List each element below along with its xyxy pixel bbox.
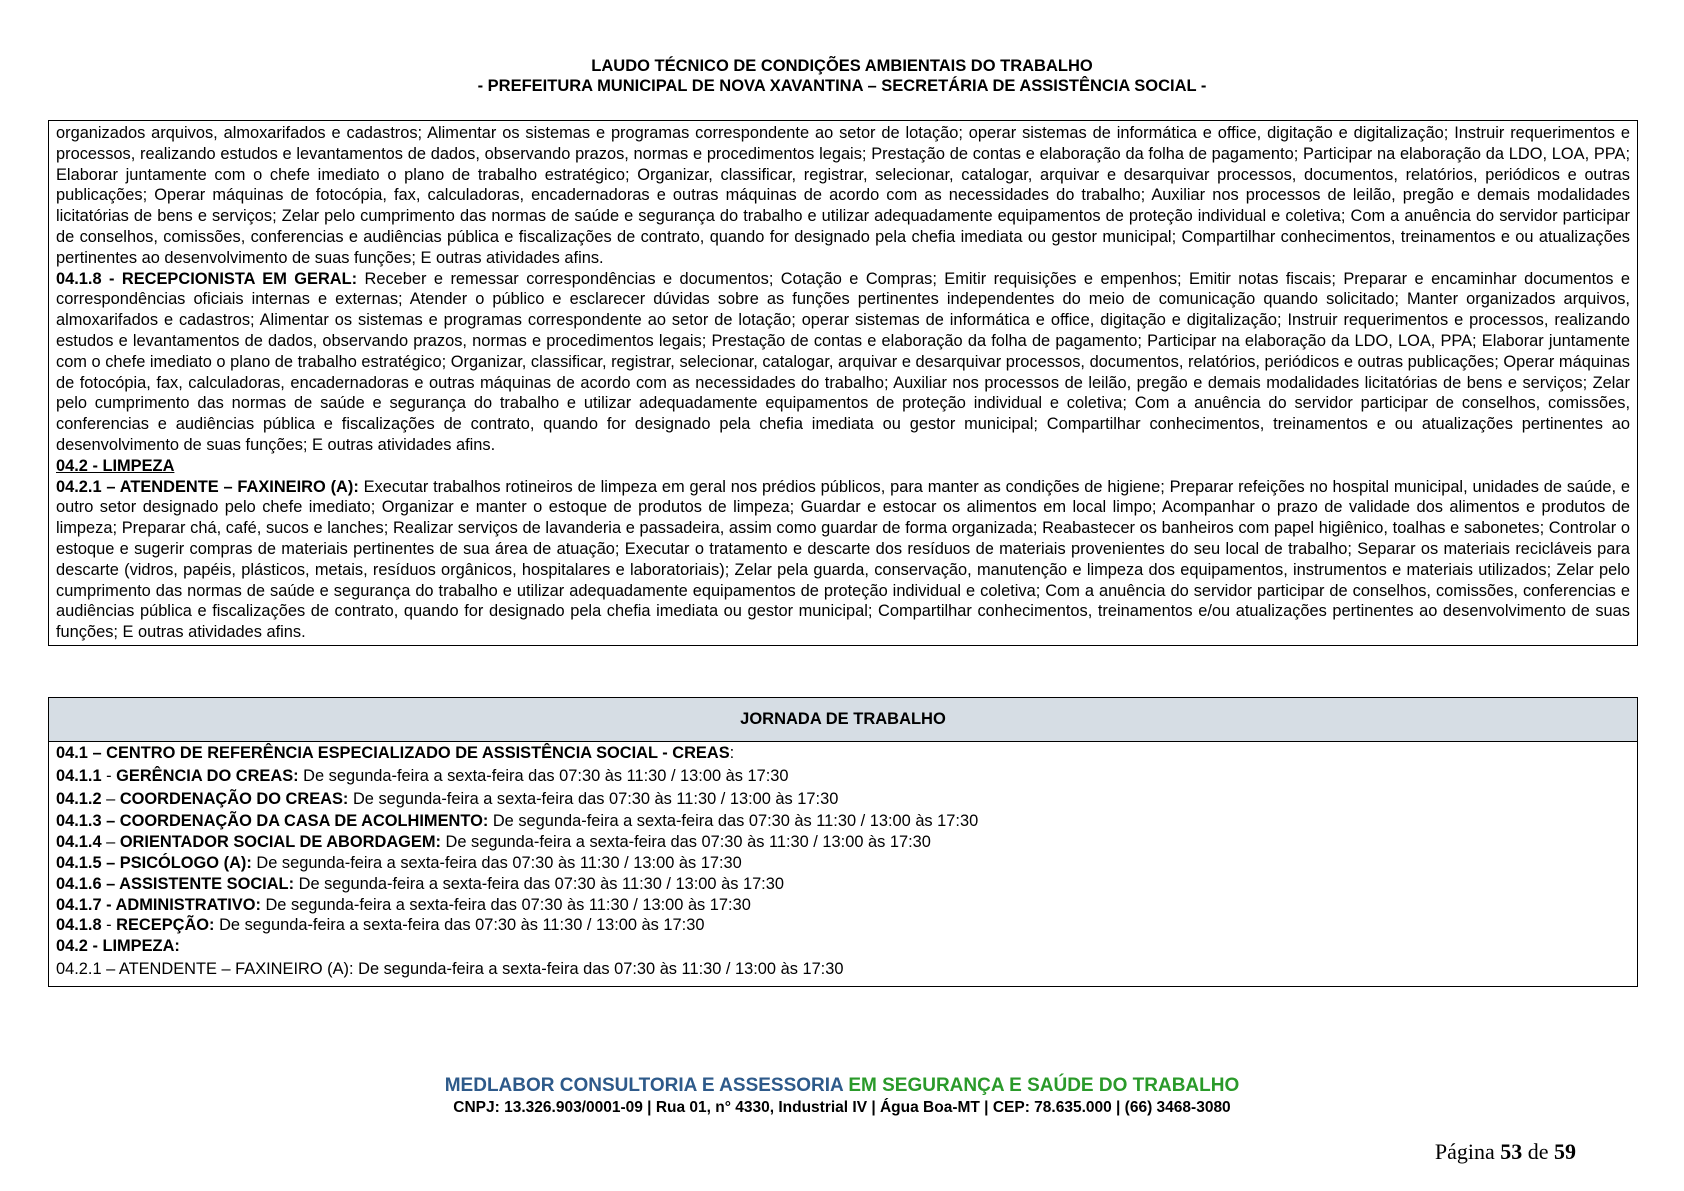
jornada-row — [56, 874, 1630, 895]
limpeza-title-text: 04.2 - LIMPEZA: — [56, 937, 180, 956]
jornada-limpeza-row: 04.2.1 – ATENDENTE – FAXINEIRO (A): De segunda-feira a sexta-feira das 07:30 às 11:30 / 13:00 às 17:30 — [56, 959, 844, 978]
row-role: ORIENTADOR SOCIAL DE ABORDAGEM: — [119, 833, 441, 852]
jornada-table — [48, 697, 1638, 987]
recepcionista-title: 04.1.8 - RECEPCIONISTA EM GERAL: — [56, 269, 358, 288]
description-continuation: organizados arquivos, almoxarifados e cadastros; Alimentar os sistemas e programas correspondente ao setor de lotação; operar sistemas de informática e office, digitação e digitalização; Instruir requerimentos e processos, realizando estudos e levantamentos de dados, observando prazos, normas e procedimentos legais; Prestação de contas e elaboração da folha de pagamento; Participar na elaboração da LDO, LOA, PPA; Elaborar juntamente com o chefe imediato o plano de trabalho estratégico; Organizar, classificar, registrar, selecionar, catalogar, arquivar e desarquivar processos, documentos, relatórios, periódicos e outras publicações; Operar máquinas de fotocópia, fax, calculadoras, encadernadoras e outras máquinas de acordo com as necessidades do trabalho; Auxiliar nos processos de leilão, pregão e demais modalidades licitatórias de bens e serviços; Zelar pelo cumprimento das normas de saúde e segurança do trabalho e utilizar adequadamente equipamentos de proteção individual e coletiva; Com a anuência do servidor participar de conselhos, comissões, conferencias e audiências pública e fiscalizações de contrato, quando for designado pela chefia imediata ou gestor municipal; Compartilhar conhecimentos, treinamentos e ou atualizações pertinentes ao desenvolvimento de suas funções; E outras atividades afins. — [56, 124, 1630, 267]
jornada-row — [56, 789, 1630, 810]
atendente-text: Executar trabalhos rotineiros de limpeza em geral nos prédios públicos, para manter as condições de higiene; Preparar refeições no hospital municipal, unidades de saúde, e outro setor designado pelo chefe imediato; Organizar e manter o estoque de produtos de limpeza; Guardar e estocar os alimentos em local limpo; Acompanhar o prazo de validade dos alimentos e produtos de limpeza; Preparar chá, café, sucos e lanches; Realizar serviços de lavanderia e passadeira, assim como guardar de forma organizada; Reabastecer os banheiros com papel higiênico, toalhas e sabonetes; Controlar o estoque e sugerir compras de materiais pertinentes de sua área de atuação; Executar o tratamento e descarte dos resíduos de materiais provenientes do seu local de trabalho; Separar os materiais recicláveis para descarte (vidros, papéis, plásticos, metais, resíduos orgânicos, hospitalares e laboratoriais); Zelar pela guarda, conservação, manutenção e limpeza dos equipamentos, instrumentos e materiais utilizados; Zelar pelo cumprimento das normas de saúde e segurança do trabalho e utilizar adequadamente equipamentos de proteção individual e coletiva; Com a anuência do servidor participar de conselhos, comissões, conferencias e audiências pública e fiscalizações de contrato, quando for designado pela chefia imediata ou gestor municipal; Compartilhar conhecimentos, treinamentos e/ou atualizações pertinentes ao desenvolvimento de suas funções; E outras atividades afins. — [56, 477, 1630, 642]
row-role: RECEPÇÃO: — [116, 916, 215, 935]
jornada-row — [56, 895, 1630, 916]
row-schedule: De segunda-feira a sexta-feira das 07:30 às 11:30 / 13:00 às 17:30 — [440, 833, 931, 852]
section-title-text: 04.1 – CENTRO DE REFERÊNCIA ESPECIALIZADO DE ASSISTÊNCIA SOCIAL - CREAS — [56, 744, 730, 762]
footer-company — [0, 1074, 1684, 1098]
page-number — [1435, 1139, 1576, 1165]
row-sep: - — [101, 916, 117, 935]
atendente-title: 04.2.1 – ATENDENTE – FAXINEIRO (A): — [56, 477, 359, 496]
row-schedule: De segunda-feira a sexta-feira das 07:30 às 11:30 / 13:00 às 17:30 — [348, 789, 839, 808]
section-title-colon: : — [729, 744, 735, 762]
limpeza-heading: 04.2 - LIMPEZA — [56, 456, 175, 475]
header-title: LAUDO TÉCNICO DE CONDIÇÕES AMBIENTAIS DO TRABALHO — [591, 57, 1093, 75]
row-code: 04.1.4 — [56, 833, 102, 852]
document-footer — [0, 1074, 1684, 1118]
page-label: Página — [1434, 1139, 1501, 1164]
jornada-section-title — [56, 743, 1630, 764]
row-role: GERÊNCIA DO CREAS: — [116, 766, 299, 785]
row-sep: - — [101, 766, 117, 785]
limpeza-heading-line — [56, 456, 1630, 477]
row-schedule: De segunda-feira a sexta-feira das 07:30 às 11:30 / 13:00 às 17:30 — [251, 853, 742, 872]
row-schedule: De segunda-feira a sexta-feira das 07:30 às 11:30 / 13:00 às 17:30 — [488, 812, 979, 831]
jornada-row — [56, 915, 1630, 936]
row-code: 04.1.7 - ADMINISTRATIVO: — [56, 895, 261, 914]
row-code: 04.1.3 – COORDENAÇÃO DA CASA DE ACOLHIMENTO: — [56, 812, 489, 831]
row-code: 04.1.2 — [56, 789, 102, 808]
row-schedule: De segunda-feira a sexta-feira das 07:30 às 11:30 / 13:00 às 17:30 — [298, 766, 789, 785]
footer-company-tagline: EM SEGURANÇA E SAÚDE DO TRABALHO — [843, 1075, 1240, 1096]
jornada-row — [56, 832, 1630, 853]
page-current: 53 — [1500, 1139, 1523, 1164]
row-schedule: De segunda-feira a sexta-feira das 07:30 às 11:30 / 13:00 às 17:30 — [214, 916, 705, 935]
row-schedule: De segunda-feira a sexta-feira das 07:30 às 11:30 / 13:00 às 17:30 — [260, 895, 751, 914]
jornada-row — [56, 811, 1630, 832]
row-code: 04.1.5 – PSICÓLOGO (A): — [56, 853, 252, 872]
header-subtitle: - PREFEITURA MUNICIPAL DE NOVA XAVANTINA – SECRETÁRIA DE ASSISTÊNCIA SOCIAL - — [477, 77, 1207, 95]
document-header — [0, 56, 1684, 96]
row-code: 04.1.1 — [56, 766, 102, 785]
recepcionista-text: Receber e remessar correspondências e documentos; Cotação e Compras; Emitir requisições e empenhos; Emitir notas fiscais; Preparar e encaminhar documentos e correspondências oficiais internas e externas; Atender o público e esclarecer dúvidas sobre as funções pertinentes independentes do meio de comunicação quando solicitado; Manter organizados arquivos, almoxarifados e cadastros; Alimentar os sistemas e programas correspondente ao setor de lotação; operar sistemas de informática e office, digitação e digitalização; Instruir requerimentos e processos, realizando estudos e levantamentos de dados, observando prazos, normas e procedimentos legais; Prestação de contas e elaboração da folha de pagamento; Participar na elaboração da LDO, LOA, PPA; Elaborar juntamente com o chefe imediato o plano de trabalho estratégico; Organizar, classificar, registrar, selecionar, catalogar, arquivar e desarquivar processos, documentos, relatórios, periódicos e outras publicações; Operar máquinas de fotocópia, fax, calculadoras, encadernadoras e outras máquinas de acordo com as necessidades do trabalho; Auxiliar nos processos de leilão, pregão e demais modalidades licitatórias de bens e serviços; Zelar pelo cumprimento das normas de saúde e segurança do trabalho e utilizar adequadamente equipamentos de proteção individual e coletiva; Com a anuência do servidor participar de conselhos, comissões, conferencias e audiências pública e fiscalizações de contrato, quando for designado pela chefia imediata ou gestor municipal; Compartilhar conhecimentos, treinamentos e ou atualizações pertinentes ao desenvolvimento de suas funções; E outras atividades afins. — [56, 269, 1630, 454]
footer-contact: CNPJ: 13.326.903/0001-09 | Rua 01, n° 4330, Industrial IV | Água Boa-MT | CEP: 78.635.000 | (66) 3468-3080 — [453, 1099, 1231, 1116]
row-sep: – — [101, 833, 120, 852]
page-total: 59 — [1554, 1139, 1576, 1164]
description-recepcionista — [56, 269, 1630, 456]
jornada-row — [56, 766, 1630, 787]
jornada-title: JORNADA DE TRABALHO — [49, 698, 1637, 742]
row-role: COORDENAÇÃO DO CREAS: — [119, 789, 349, 808]
jornada-row — [56, 853, 1630, 874]
jornada-limpeza-title — [56, 936, 1630, 957]
description-atendente — [56, 477, 1630, 643]
page-of: de — [1522, 1139, 1554, 1164]
footer-company-name: MEDLABOR CONSULTORIA E ASSESSORIA — [444, 1075, 844, 1096]
jornada-body — [49, 742, 1637, 986]
row-code: 04.1.8 — [56, 916, 102, 935]
job-descriptions-box — [48, 120, 1638, 646]
row-sep: – — [101, 789, 120, 808]
row-code: 04.1.6 – ASSISTENTE SOCIAL: — [56, 874, 295, 893]
row-schedule: De segunda-feira a sexta-feira das 07:30 às 11:30 / 13:00 às 17:30 — [294, 874, 784, 893]
